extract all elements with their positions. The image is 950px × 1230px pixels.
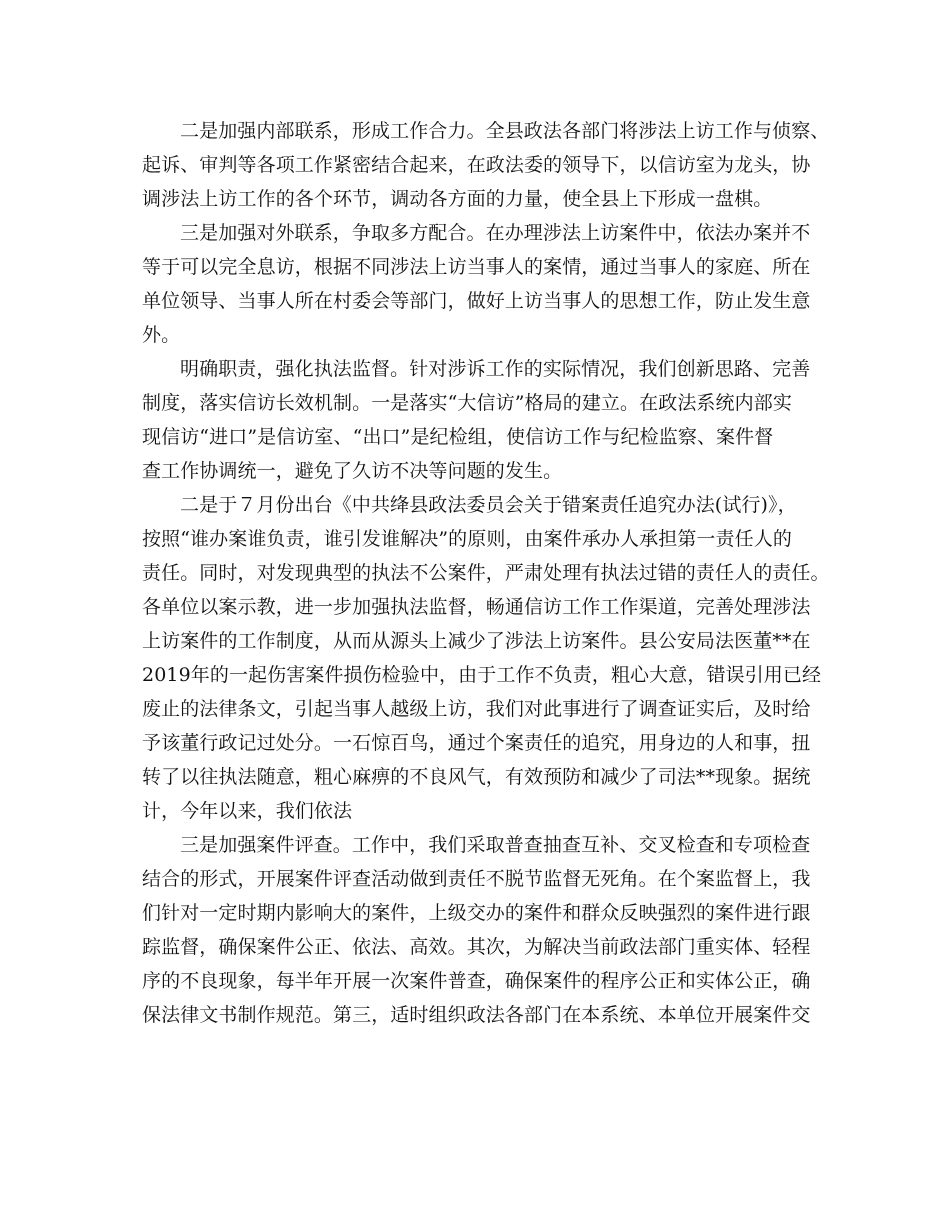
text-line: 三是加强对外联系，争取多方配合。在办理涉法上访案件中，依法办案并不 (180, 222, 811, 244)
paragraph-external-cooperation (142, 216, 811, 352)
text-line: 予该董行政记过处分。一石惊百鸟，通过个案责任的追究，用身边的人和事，扭 (142, 732, 811, 754)
body-text (142, 114, 830, 1032)
text-line: 二是于７月份出台《中共绛县政法委员会关于错案责任追究办法(试行)》， (180, 494, 797, 516)
text-line: 查工作协调统一，避免了久访不决等问题的发生。 (142, 460, 563, 482)
text-line: 上访案件的工作制度，从而从源头上减少了涉法上访案件。县公安局法医董**在 (142, 630, 811, 652)
paragraph-law-enforcement-supervision (142, 352, 811, 488)
text-line: 二是加强内部联系，形成工作合力。全县政法各部门将涉法上访工作与侦察、 (180, 120, 830, 142)
text-line: 明确职责，强化执法监督。针对涉诉工作的实际情况，我们创新思路、完善 (180, 358, 811, 380)
text-line: 按照“谁办案谁负责，谁引发谁解决”的原则，由案件承办人承担第一责任人的 (142, 528, 792, 550)
paragraph-accountability-measures (142, 488, 830, 828)
text-line: 单位领导、当事人所在村委会等部门，做好上访当事人的思想工作，防止发生意 (142, 290, 811, 312)
text-line: 起诉、审判等各项工作紧密结合起来，在政法委的领导下，以信访室为龙头，协 (142, 154, 811, 176)
text-line: 转了以往执法随意，粗心麻痹的不良风气，有效预防和减少了司法**现象。据统 (142, 766, 811, 788)
text-line: 现信访“进口”是信访室、“出口”是纪检组，使信访工作与纪检监察、案件督 (142, 426, 774, 448)
text-line: 踪监督，确保案件公正、依法、高效。其次，为解决当前政法部门重实体、轻程 (142, 936, 811, 958)
text-line: 2019年的一起伤害案件损伤检验中，由于工作不负责，粗心大意，错误引用已经 (142, 664, 822, 686)
text-line: 调涉法上访工作的各个环节，调动各方面的力量，使全县上下形成一盘棋。 (142, 188, 773, 210)
paragraph-internal-coordination (142, 114, 830, 216)
text-line: 们针对一定时期内影响大的案件，上级交办的案件和群众反映强烈的案件进行跟 (142, 902, 811, 924)
text-line: 责任。同时，对发现典型的执法不公案件，严肃处理有执法过错的责任人的责任。 (142, 562, 830, 584)
text-line: 结合的形式，开展案件评查活动做到责任不脱节监督无死角。在个案监督上，我 (142, 868, 811, 890)
paragraph-case-review (142, 828, 811, 1032)
text-line: 等于可以完全息访，根据不同涉法上访当事人的案情，通过当事人的家庭、所在 (142, 256, 811, 278)
text-line: 外。 (142, 324, 181, 346)
text-line: 保法律文书制作规范。第三，适时组织政法各部门在本系统、本单位开展案件交 (142, 1004, 811, 1026)
text-line: 各单位以案示教，进一步加强执法监督，畅通信访工作工作渠道，完善处理涉法 (142, 596, 811, 618)
text-line: 废止的法律条文，引起当事人越级上访，我们对此事进行了调查证实后，及时给 (142, 698, 811, 720)
text-line: 三是加强案件评查。工作中，我们采取普查抽查互补、交叉检查和专项检查 (180, 834, 811, 856)
text-line: 序的不良现象，每半年开展一次案件普查，确保案件的程序公正和实体公正，确 (142, 970, 811, 992)
text-line: 计，今年以来，我们依法 (142, 800, 353, 822)
text-line: 制度，落实信访长效机制。一是落实“大信访”格局的建立。在政法系统内部实 (142, 392, 792, 414)
